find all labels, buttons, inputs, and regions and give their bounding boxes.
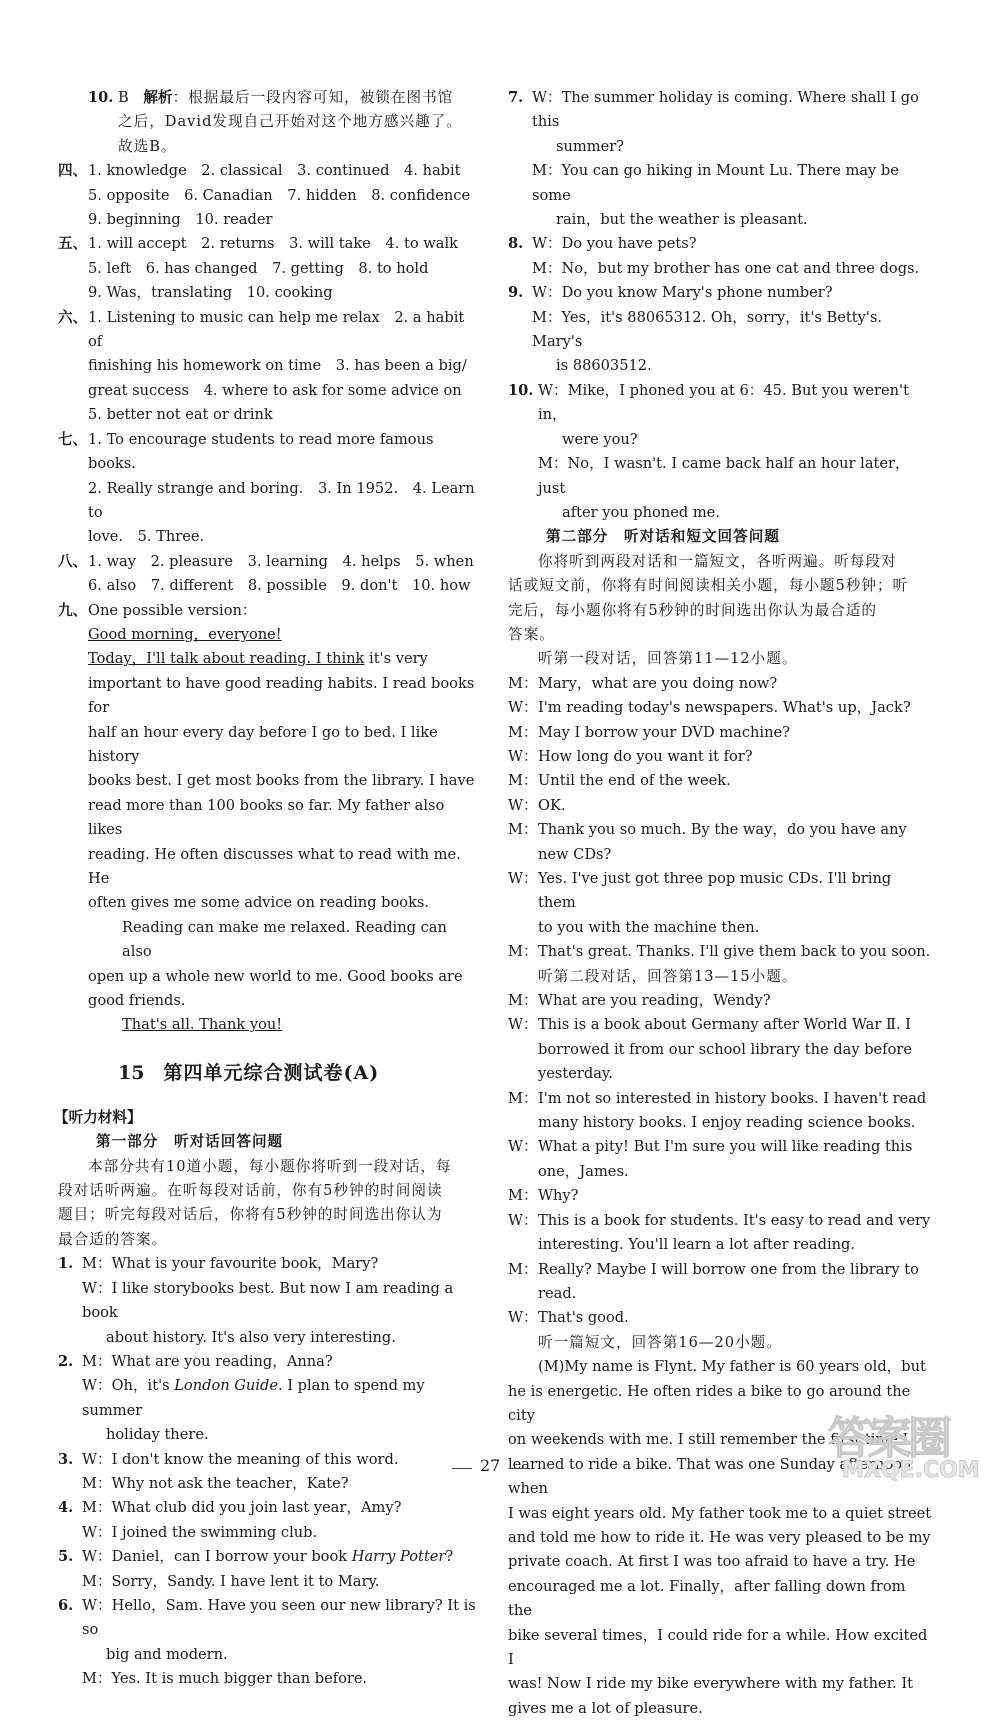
essay-line: good friends. xyxy=(88,992,186,1010)
dialogue-turn xyxy=(508,940,933,964)
speaker-label: M： xyxy=(508,772,538,790)
part2-title: 第二部分 听对话和短文回答问题 xyxy=(546,528,780,546)
essay-line: read more than 100 books so far. My father also likes xyxy=(88,796,445,839)
speaker-label: W： xyxy=(508,699,538,717)
dialogue-line: I'm reading today's newspapers. What's up，Jack? xyxy=(538,699,911,717)
essay-greeting: Good morning，everyone! xyxy=(88,625,282,643)
dialogue-line: OK. xyxy=(538,796,566,814)
dialogue-turn xyxy=(508,672,933,696)
dialogue-line: I'm not so interested in history books. I haven't read xyxy=(538,1089,927,1107)
dialogue-1 xyxy=(58,1252,480,1350)
speaker-label: W： xyxy=(508,1309,538,1327)
dialogue-number: 1. xyxy=(58,1255,74,1273)
essay-line: often gives me some advice on reading books. xyxy=(88,894,430,912)
dialogue-line: This is a book for students. It's easy to read and very xyxy=(538,1211,931,1229)
essay-closing: That's all. Thank you! xyxy=(122,1016,283,1034)
dialogue-number: 9. xyxy=(508,284,524,302)
essay-line: books best. I get most books from the library. I have xyxy=(88,772,475,790)
passage-line: gives me a lot of pleasure. xyxy=(508,1699,703,1717)
instructions: 完后，每小题你将有5秒钟的时间选出你认为最合适的 xyxy=(508,601,877,619)
dialogue-line: new CDs? xyxy=(538,845,612,863)
dialogue-line: M：You can go hiking in Mount Lu. There may be some xyxy=(532,162,899,204)
dialogue-number: 3. xyxy=(58,1450,74,1468)
dialogue-line: W：I don't know the meaning of this word. xyxy=(82,1450,399,1468)
part1-title: 第一部分 听对话回答问题 xyxy=(96,1133,284,1151)
dialogue-number: 10. xyxy=(508,381,534,399)
answer-line: 1. way 2. pleasure 3. learning 4. helps 5. when xyxy=(88,552,474,570)
speaker-label: W： xyxy=(508,796,538,814)
dialogue-9 xyxy=(508,281,933,379)
answer-line: 1. Listening to music can help me relax 2. a habit of xyxy=(88,308,465,351)
answer-line: 9. beginning 10. reader xyxy=(88,211,273,229)
answer-line: 5. left 6. has changed 7. getting 8. to hold xyxy=(88,259,429,277)
dialogue-line: rain，but the weather is pleasant. xyxy=(556,211,808,229)
passage-line: encouraged me a lot. Finally，after falling down from the xyxy=(508,1577,906,1620)
dialogue-line: W：Mike，I phoned you at 6：45. But you weren't in， xyxy=(538,381,909,424)
dialogue-turn xyxy=(508,1013,933,1086)
dialogue-line: about history. It's also very interesting. xyxy=(106,1328,396,1346)
essay-line xyxy=(88,647,480,671)
dialogue-turn xyxy=(508,1087,933,1136)
speaker-label: M： xyxy=(508,1260,538,1278)
speaker-label: W： xyxy=(508,1138,538,1156)
passage-line: I was eight years old. My father took me to a quiet street xyxy=(508,1504,932,1522)
answer-line: 1. knowledge 2. classical 3. continued 4. habit xyxy=(88,162,461,180)
dialogue-line: Thank you so much. By the way，do you have any xyxy=(538,821,907,839)
dialogue-line: M：What is your favourite book，Mary? xyxy=(82,1255,379,1273)
page-number: 27 xyxy=(480,1456,501,1475)
dialogue-number: 2. xyxy=(58,1352,74,1370)
dialogue-line: Why? xyxy=(538,1187,579,1205)
dialogue-number: 4. xyxy=(58,1499,74,1517)
dialogue-line: were you? xyxy=(562,430,638,448)
watermark-logo xyxy=(828,1402,978,1484)
passage-line: on weekends with me. I still remember the first time I xyxy=(508,1431,909,1449)
dialogue-turn xyxy=(508,1135,933,1184)
analysis-label: 解析 xyxy=(143,89,173,106)
question-number: 10. xyxy=(88,89,114,106)
analysis-text: 之后，David发现自己开始对这个地方感兴趣了。 xyxy=(118,113,462,131)
dialogue-line: M：Why not ask the teacher，Kate? xyxy=(82,1474,349,1492)
answer-10 xyxy=(58,86,480,159)
dialogue-4 xyxy=(58,1496,480,1545)
dialogue-turn xyxy=(508,867,933,940)
instructions: 话或短文前，你将有时间阅读相关小题，每小题5秒钟；听 xyxy=(508,577,909,595)
answer-line: 1. will accept 2. returns 3. will take 4. to walk xyxy=(88,235,458,253)
dialogue-line: That's great. Thanks. I'll give them back to you soon. xyxy=(538,943,931,961)
dialogue-line xyxy=(82,1374,480,1423)
section-9 xyxy=(58,599,480,672)
dialogue-turn xyxy=(508,818,933,867)
speaker-label: W： xyxy=(508,1211,538,1229)
dialogue-line: W：Do you know Mary's phone number? xyxy=(532,284,833,302)
dialogue-8 xyxy=(508,232,933,281)
answer-line: 5. opposite 6. Canadian 7. hidden 8. confidence xyxy=(88,186,471,204)
instructions: 答案。 xyxy=(508,625,555,643)
answer-line: love. 5. Three. xyxy=(88,528,205,546)
dialogue-line: M：What are you reading，Anna? xyxy=(82,1352,333,1370)
passage-line: private coach. At first I was too afraid to have a try. He xyxy=(508,1553,916,1571)
dialogue-number: 7. xyxy=(508,89,524,106)
instructions: 你将听到两段对话和一篇短文，各听两遍。听每段对 xyxy=(538,552,897,570)
dialogue-line: to you with the machine then. xyxy=(538,918,760,936)
section-number: 八、 xyxy=(58,552,88,570)
section-number: 五、 xyxy=(58,235,88,253)
conversation-heading: 听第一段对话，回答第11—12小题。 xyxy=(538,650,798,668)
dialogue-line: M：What club did you join last year，Amy? xyxy=(82,1499,402,1517)
dialogue-turn xyxy=(508,989,933,1013)
passage-line: bike several times，I could ride for a while. How excited I xyxy=(508,1626,928,1668)
dialogue-turn xyxy=(508,721,933,745)
dialogue-2 xyxy=(58,1350,480,1448)
book-title: London Guide xyxy=(174,1377,278,1395)
section-number: 六、 xyxy=(58,308,88,326)
dialogue-10 xyxy=(508,379,933,525)
speaker-label: M： xyxy=(508,943,538,961)
test-name: 第四单元综合测试卷(A) xyxy=(163,1061,380,1084)
dialogue-line: many history books. I enjoy reading science books. xyxy=(538,1114,916,1132)
passage-line: he is energetic. He often rides a bike to go around the city xyxy=(508,1382,911,1424)
dialogue-line: big and modern. xyxy=(106,1645,228,1663)
speaker-label: W： xyxy=(508,870,538,887)
answer-line: 1. To encourage students to read more famous books. xyxy=(88,430,434,473)
dialogue-line: holiday there. xyxy=(106,1426,209,1444)
passage-line: and told me how to ride it. He was very pleased to be my xyxy=(508,1528,931,1546)
essay-line: half an hour every day before I go to bed. I like history xyxy=(88,723,438,765)
dialogue-turn xyxy=(508,794,933,818)
test-number: 15 xyxy=(118,1061,145,1084)
speaker-label: M： xyxy=(508,1089,538,1107)
dialogue-turn xyxy=(508,1209,933,1258)
section-number: 七、 xyxy=(58,430,88,448)
page-number-dash xyxy=(452,1468,472,1469)
dialogue-text: ? xyxy=(445,1548,454,1566)
book-title: Harry Potter xyxy=(351,1548,446,1566)
dialogue-text: W：Oh，it's xyxy=(82,1377,175,1395)
analysis-text: 故选B。 xyxy=(118,137,177,155)
dialogue-text: . I plan to spend my summer xyxy=(82,1377,425,1419)
section-number: 九、 xyxy=(58,601,88,619)
dialogue-3 xyxy=(58,1448,480,1497)
essay-line: important to have good reading habits. I read books for xyxy=(88,674,475,717)
essay-line: open up a whole new world to me. Good books are xyxy=(88,967,463,985)
dialogue-6 xyxy=(58,1594,480,1692)
section-4 xyxy=(58,159,480,232)
essay-line: Reading can make me relaxed. Reading can also xyxy=(122,918,447,961)
instructions: 最合适的答案。 xyxy=(58,1230,168,1248)
watermark-text: 答案圈 xyxy=(828,1413,948,1464)
test-title xyxy=(118,1058,480,1088)
dialogue-text: W：Daniel，can I borrow your book xyxy=(82,1548,352,1566)
dialogue-line: M：Yes. It is much bigger than before. xyxy=(82,1670,368,1688)
dialogue-line: That's good. xyxy=(538,1309,629,1327)
dialogue-turn xyxy=(508,1258,933,1307)
passage-heading: 听一篇短文，回答第16—20小题。 xyxy=(538,1333,782,1351)
passage-line: was! Now I ride my bike everywhere with my father. It xyxy=(508,1675,913,1693)
dialogue-line: W：Do you have pets? xyxy=(532,235,697,253)
instructions: 题目；听完每段对话后，你将有5秒钟的时间选出你认为 xyxy=(58,1206,443,1224)
dialogue-line: summer? xyxy=(556,137,625,155)
dialogue-line: yesterday. xyxy=(538,1065,613,1083)
dialogue-line: This is a book about Germany after World War Ⅱ. I xyxy=(538,1016,911,1034)
dialogue-line: What a pity! But I'm sure you will like reading this xyxy=(538,1138,913,1156)
answer-line: 6. also 7. different 8. possible 9. don't 10. how xyxy=(88,577,471,595)
section-5 xyxy=(58,232,480,305)
dialogue-line: Mary，what are you doing now? xyxy=(538,674,778,692)
answer-line: great success 4. where to ask for some advice on xyxy=(88,381,462,399)
conversation-1 xyxy=(508,672,933,965)
speaker-label: M： xyxy=(508,821,538,839)
speaker-label: W： xyxy=(508,747,538,765)
dialogue-line: borrowed it from our school library the day before xyxy=(538,1040,912,1058)
dialogue-line: W：Hello，Sam. Have you seen our new library? It is so xyxy=(82,1596,476,1639)
dialogue-line: W：I like storybooks best. But now I am reading a book xyxy=(82,1279,454,1322)
section-number: 四、 xyxy=(58,162,88,180)
dialogue-line: Until the end of the week. xyxy=(538,772,731,790)
answer-line: 5. better not eat or drink xyxy=(88,406,273,424)
listening-label: 【听力材料】 xyxy=(54,1108,142,1126)
dialogue-turn xyxy=(508,745,933,769)
essay-text: it's very xyxy=(364,650,428,668)
dialogue-7 xyxy=(508,86,933,232)
dialogue-5 xyxy=(58,1545,480,1594)
dialogue-line: What are you reading，Wendy? xyxy=(538,992,771,1010)
analysis-text: ：根据最后一段内容可知，被锁在图书馆 xyxy=(172,89,454,106)
conversation-heading: 听第二段对话，回答第13—15小题。 xyxy=(538,967,798,985)
dialogue-line: Yes. I've just got three pop music CDs. I'll bring them xyxy=(538,870,892,912)
answer-line: 2. Really strange and boring. 3. In 1952. 4. Learn to xyxy=(88,479,475,521)
speaker-label: M： xyxy=(508,1187,538,1205)
speaker-label: W： xyxy=(508,1016,538,1034)
left-column xyxy=(54,86,480,1692)
dialogue-line: How long do you want it for? xyxy=(538,747,753,765)
dialogue-line: one，James. xyxy=(538,1162,629,1180)
dialogue-line: W：The summer holiday is coming. Where shall I go this xyxy=(532,89,919,131)
section-6 xyxy=(58,306,480,428)
answer-line: finishing his homework on time 3. has been a big/ xyxy=(88,357,467,375)
dialogue-turn xyxy=(508,696,933,720)
dialogue-line: W：I joined the swimming club. xyxy=(82,1523,318,1541)
underlined-text: Today，I'll talk about reading. I think xyxy=(88,650,365,668)
watermark-url: MXQE.COM xyxy=(842,1458,980,1483)
answer-letter: B xyxy=(118,89,129,106)
passage-line: learned to ride a bike. That was one Sunday afternoon when xyxy=(508,1455,912,1498)
dialogue-line: Really? Maybe I will borrow one from the library to read. xyxy=(538,1260,919,1302)
section-7 xyxy=(58,428,480,526)
dialogue-line: M：No，but my brother has one cat and three dogs. xyxy=(532,259,920,277)
answer-line: One possible version： xyxy=(88,601,257,619)
dialogue-line: after you phoned me. xyxy=(562,503,720,521)
dialogue-line: M：Yes，it's 88065312. Oh，sorry，it's Betty's. Mary's xyxy=(532,308,883,351)
dialogue-number: 6. xyxy=(58,1596,74,1614)
instructions: 本部分共有10道小题，每小题你将听到一段对话，每 xyxy=(88,1157,452,1175)
dialogue-line xyxy=(82,1545,480,1569)
conversation-2 xyxy=(508,989,933,1331)
dialogue-number: 8. xyxy=(508,235,524,253)
dialogue-line: M：Sorry，Sandy. I have lent it to Mary. xyxy=(82,1572,380,1590)
speaker-label: M： xyxy=(508,674,538,692)
dialogue-turn xyxy=(508,769,933,793)
page-number-dash xyxy=(510,1468,530,1469)
dialogue-turn xyxy=(508,1306,933,1330)
speaker-label: M： xyxy=(508,723,538,741)
dialogue-line: M：No，I wasn't. I came back half an hour later，just xyxy=(538,455,910,497)
dialogue-number: 5. xyxy=(58,1548,74,1566)
dialogue-line: interesting. You'll learn a lot after reading. xyxy=(538,1236,855,1254)
passage-line: (M)My name is Flynt. My father is 60 years old，but xyxy=(538,1358,926,1376)
dialogue-line: May I borrow your DVD machine? xyxy=(538,723,790,741)
essay-line: reading. He often discusses what to read with me. He xyxy=(88,845,461,887)
answer-line: 9. Was，translating 10. cooking xyxy=(88,284,333,302)
dialogue-line: is 88603512. xyxy=(556,357,652,375)
section-8 xyxy=(58,550,480,599)
speaker-label: M： xyxy=(508,992,538,1010)
instructions: 段对话听两遍。在听每段对话前，你有5秒钟的时间阅读 xyxy=(58,1182,443,1200)
essay-body xyxy=(58,672,480,1038)
dialogue-turn xyxy=(508,1184,933,1208)
